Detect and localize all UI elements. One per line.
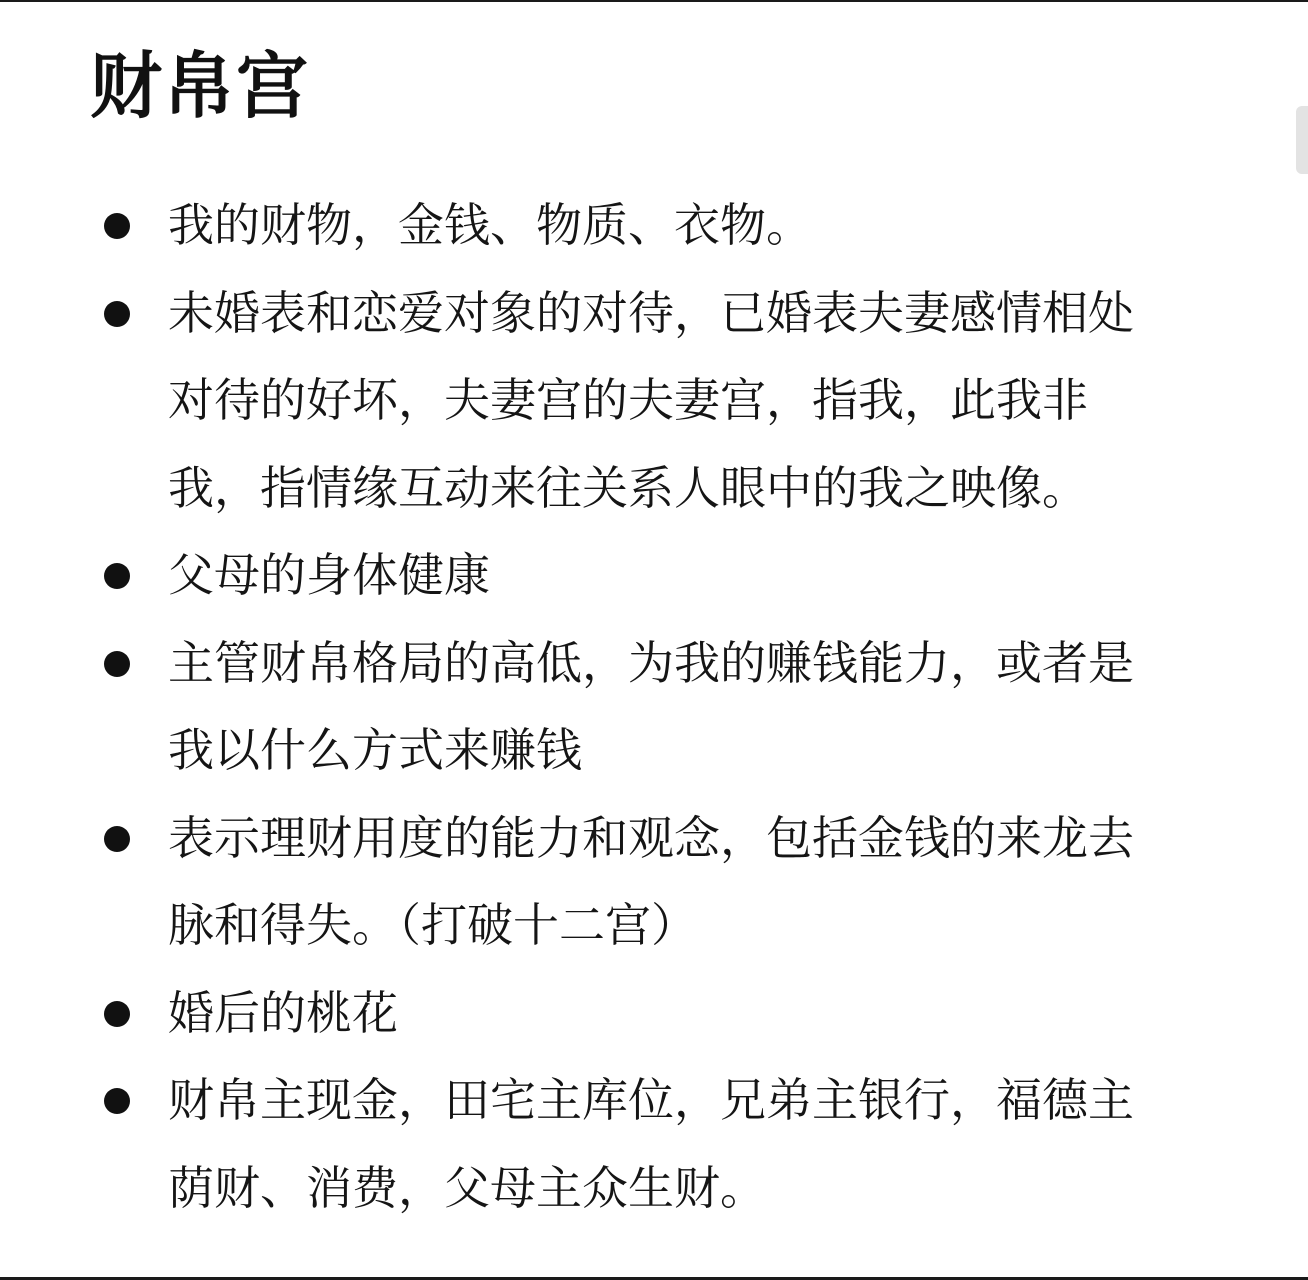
list-item-text: 我，指情缘互动来往关系人眼中的我之映像。 bbox=[168, 460, 1088, 515]
list-item-text: 我的财物，金钱、物质、衣物。 bbox=[168, 198, 812, 252]
top-border bbox=[0, 0, 1308, 2]
bullet-list bbox=[100, 182, 1220, 1232]
list-item-text: 对待的好坏，夫妻宫的夫妻宫，指我，此我非 bbox=[168, 373, 1088, 427]
bullet-dot bbox=[104, 1001, 130, 1027]
bullet-dot bbox=[104, 1088, 130, 1114]
list-item bbox=[100, 970, 1220, 1058]
bullet-dot bbox=[104, 651, 130, 677]
scroll-handle[interactable] bbox=[1296, 106, 1308, 174]
list-item-text: 我以什么方式来赚钱 bbox=[168, 723, 582, 777]
page-title: 财帛宫 bbox=[90, 44, 310, 128]
list-item-text: 主管财帛格局的高低，为我的赚钱能力，或者是 bbox=[168, 635, 1134, 690]
list-item-text: 未婚表和恋爱对象的对待，已婚表夫妻感情相处 bbox=[168, 285, 1134, 340]
list-item-text: 婚后的桃花 bbox=[168, 985, 398, 1040]
list-item-text: 父母的身体健康 bbox=[168, 548, 490, 602]
list-item bbox=[100, 270, 1220, 533]
list-item bbox=[100, 1057, 1220, 1232]
bullet-dot bbox=[104, 213, 130, 239]
list-item bbox=[100, 182, 1220, 270]
list-item-text: 脉和得失。（打破十二宫） bbox=[168, 898, 697, 952]
list-item bbox=[100, 795, 1220, 970]
list-item-text: 表示理财用度的能力和观念，包括金钱的来龙去 bbox=[168, 810, 1134, 865]
list-item-text: 荫财、消费，父母主众生财。 bbox=[168, 1160, 766, 1215]
bullet-dot bbox=[104, 563, 130, 589]
bullet-dot bbox=[104, 826, 130, 852]
bullet-dot bbox=[104, 301, 130, 327]
list-item bbox=[100, 532, 1220, 620]
list-item-text: 财帛主现金，田宅主库位，兄弟主银行，福德主 bbox=[168, 1073, 1134, 1127]
list-item bbox=[100, 620, 1220, 795]
